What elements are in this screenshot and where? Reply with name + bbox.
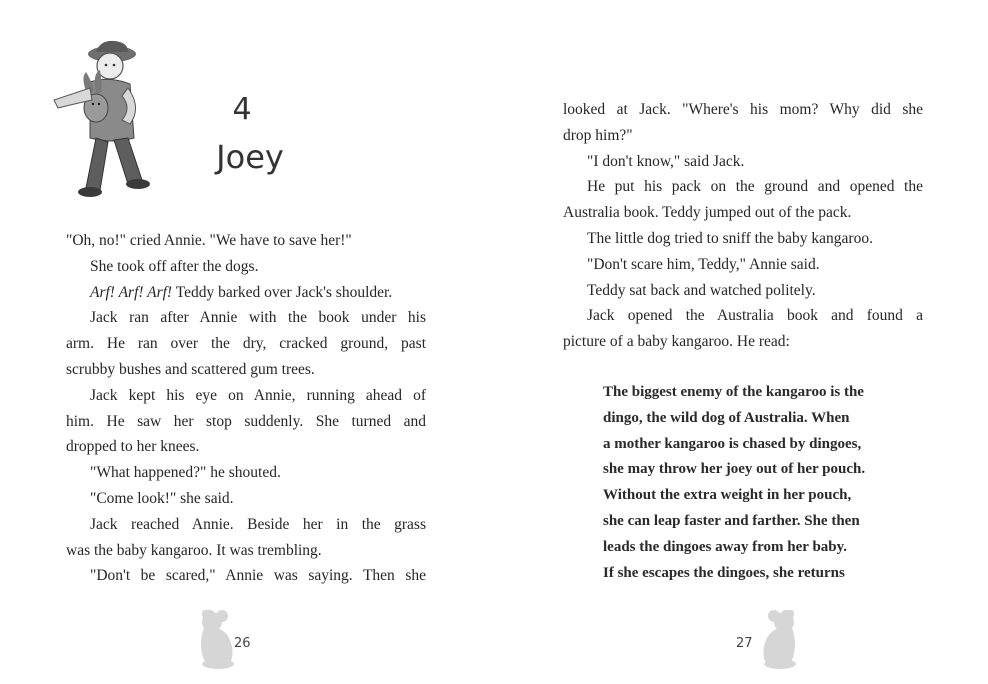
text-line [66,280,426,306]
text-line: Jack ran after Annie with the book under his [90,309,426,327]
page-number: 26 [234,636,251,651]
text-line: drop him?" [563,126,633,144]
text-line: She took off after the dogs. [90,257,259,275]
excerpt-line: a mother kangaroo is chased by dingoes, [603,435,862,452]
text-line: picture of a baby kangaroo. He read: [563,333,790,351]
text-line: Jack kept his eye on Annie, running ahead of [90,386,426,404]
text-line: "I don't know," said Jack. [587,152,745,170]
right-page-folio [736,610,826,670]
text-line: Jack opened the Australia book and found a [587,307,923,325]
excerpt-line: Without the extra weight in her pouch, [603,487,852,504]
text-line: him. He saw her stop suddenly. She turned and [66,412,426,430]
text-line: "What happened?" he shouted. [90,464,281,482]
excerpt-line: The biggest enemy of the kangaroo is the [603,384,864,400]
text-line: Jack reached Annie. Beside her in the grass [90,515,426,533]
left-page-folio [196,610,286,670]
text-line: Teddy sat back and watched politely. [587,281,816,299]
text-line: was the baby kangaroo. It was trembling. [66,541,322,559]
chapter-number: 4 [232,92,252,127]
line-text: Teddy barked over Jack's shoulder. [175,283,393,301]
right-page-body [563,97,923,355]
text-line: "Come look!" she said. [90,489,234,507]
text-line: The little dog tried to sniff the baby kangaroo. [587,229,873,247]
text-line: "Oh, no!" cried Annie. "We have to save her!" [66,232,352,249]
excerpt-line: leads the dingoes away from her baby. [603,538,848,555]
sound-effect-text: Arf! Arf! Arf! [90,283,173,301]
excerpt-line: dingo, the wild dog of Australia. When [603,409,850,426]
excerpt-line: she may throw her joey out of her pouch. [603,461,866,478]
boy-with-joey-illustration [50,38,160,206]
text-line: Australia book. Teddy jumped out of the pack. [563,204,852,222]
left-page-body [66,228,426,589]
text-line: arm. He ran over the dry, cracked ground, past [66,335,426,353]
text-line: scrubby bushes and scattered gum trees. [66,360,315,378]
koala-silhouette-icon [756,610,802,670]
chapter-title: Joey [216,138,284,176]
book-excerpt [603,380,923,586]
text-line: "Don't be scared," Annie was saying. Then she [90,567,426,585]
text-line: dropped to her knees. [66,438,200,456]
page-number: 27 [736,636,753,651]
text-line: looked at Jack. "Where's his mom? Why did she [563,101,923,118]
excerpt-line: she can leap faster and farther. She then [603,512,860,529]
text-line: "Don't scare him, Teddy," Annie said. [587,255,820,273]
excerpt-line: If she escapes the dingoes, she returns [603,564,845,581]
text-line: He put his pack on the ground and opened the [587,178,923,196]
